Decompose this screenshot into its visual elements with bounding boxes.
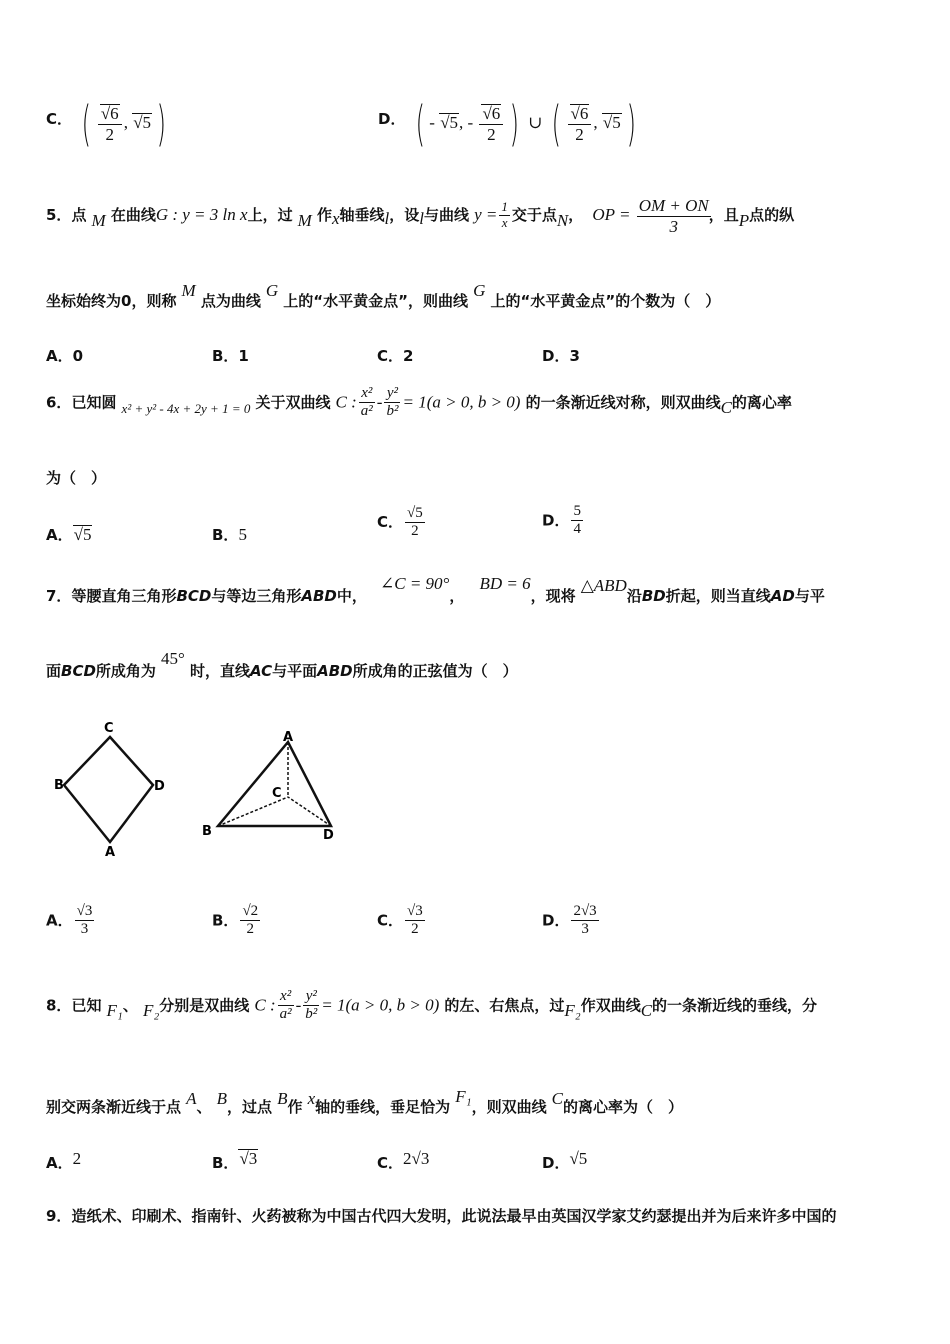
fig2-label-a: A	[283, 730, 294, 745]
q5-option-c: C．2	[377, 347, 414, 365]
q7-option-d: D． $\frac{2√3}{3}$	[542, 903, 597, 938]
q6-option-a: A．√5	[46, 525, 92, 544]
q5-op-expr: OP = $\frac{OM + ON}{3}$	[592, 196, 709, 236]
q7-figure-square	[54, 721, 165, 860]
q8-option-b: B．√3	[212, 1149, 258, 1172]
fig2-label-d: D	[323, 828, 334, 843]
q7-option-a: A． $\frac{√3}{3}$	[46, 903, 93, 938]
q7-figure-tetrahedron	[202, 730, 334, 843]
q8-option-c: C．2√3	[377, 1149, 430, 1172]
q4-option-d: D． ( - √5, - $\frac{√6}{2}$ ) ∪ ( $\frac{√6}{2}$ , √5 )	[378, 100, 640, 148]
q8-option-d: D．√5	[542, 1149, 588, 1172]
q4-option-c: C． ( $\frac{√6}{2}$ , √5 )	[46, 100, 171, 148]
q5-option-b: B．1	[212, 347, 249, 365]
q8-line1: 8．已知 F₁、 F₂分别是双曲线 C : $\frac{\text{x²}}{\text{a²}}$ - $\frac{\text{y²}}{\text{b²}}$ = 1(a > 0, b > 0) 的左、右焦点，过F₂作双曲线C的一条渐近线的垂线，分	[46, 988, 818, 1023]
q8-line2: 别交两条渐近线于点 A、 B，过点 B作 x轴的垂线，垂足恰为 F₁，则双曲线 C的离心率为（ ）	[46, 1087, 684, 1116]
q4-option-c-expr: ( $\frac{√6}{2}$ , √5 )	[81, 96, 167, 152]
q6-line2: 为（ ）	[46, 469, 107, 487]
q6-option-b: B．5	[212, 525, 247, 544]
q4-option-d-expr: ( - √5, - $\frac{√6}{2}$ ) ∪ ( $\frac{√6}{2}$ , √5 )	[415, 96, 636, 152]
q7-option-c: C． $\frac{√3}{2}$	[377, 903, 423, 938]
q7-line1: 7．等腰直角三角形BCD与等边三角形ABD中， ∠C = 90°， BD = 6，现将 △ABD沿BD折起，则当直线AD与平	[46, 574, 825, 605]
q6-line1: 6．已知圆 $_{x^2 + y^2 - 4x + 2y + 1 = 0}$ 关于双曲线 C : $\frac{\text{x²}}{\text{a²}}$ - $\frac{\text{y²}}{\text{b²}}$ = 1(a > 0, b > 0) 的一条渐近线对称，则双曲线C的离心率	[46, 385, 792, 420]
q5-line2: 坐标始终为0，则称 M 点为曲线 G 上的“水平黄金点”，则曲线 G 上的“水平黄金点”的个数为（ ）	[46, 281, 721, 310]
q7-figures	[50, 715, 350, 860]
fig1-label-c: C	[104, 721, 114, 736]
fig1-label-d: D	[154, 779, 165, 794]
fig2-label-c: C	[272, 786, 282, 801]
q5-option-a: A．0	[46, 347, 84, 365]
fig2-label-b: B	[202, 824, 212, 839]
fig1-label-a: A	[105, 845, 116, 860]
q5-option-d: D．3	[542, 347, 580, 365]
q7-option-b: B． $\frac{√2}{2}$	[212, 903, 259, 938]
q8-option-a: A．2	[46, 1149, 82, 1172]
q7-line2: 面BCD所成角为 45° 时，直线AC与平面ABD所成角的正弦值为（ ）	[46, 649, 518, 680]
q6-option-d: D． $\frac{5}{4}$	[542, 503, 581, 538]
q6-option-c: C． $\frac{√5}{2}$	[377, 505, 423, 540]
q5-line1: 5．点 M 在曲线G : y = 3 ln x上，过 M 作x轴垂线l，设l与曲线 y = $\frac{1}{x}$ 交于点N， OP = $\frac{OM + ON}{3}$ ，且P点的纵	[46, 196, 795, 236]
q9-line1: 9．造纸术、印刷术、指南针、火药被称为中国古代四大发明，此说法最早由英国汉学家艾约瑟提出并为后来许多中国的	[46, 1207, 837, 1225]
fig1-label-b: B	[54, 778, 64, 793]
